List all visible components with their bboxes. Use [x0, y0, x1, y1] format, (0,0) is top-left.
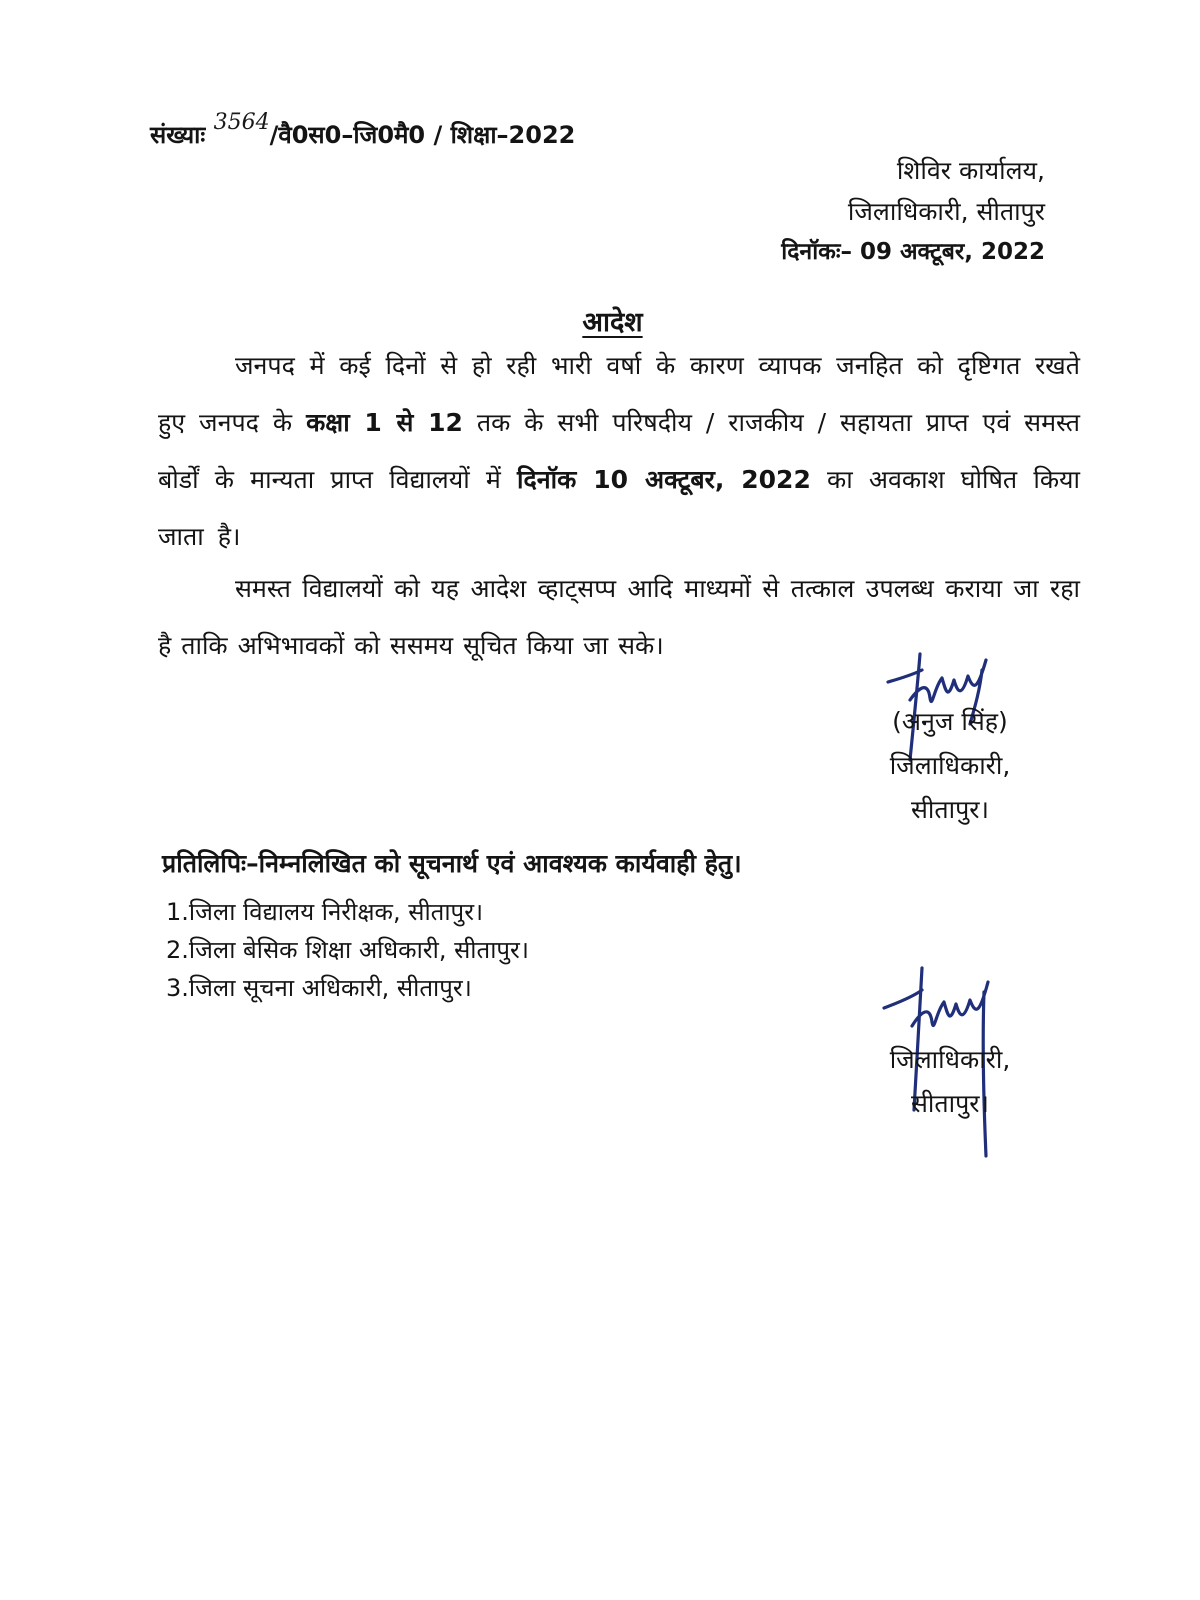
copy-to-list	[166, 893, 529, 1007]
signatory-place: सीतापुर।	[910, 795, 989, 824]
para1-text-1: जनपद में कई दिनों से हो रही भारी वर्षा के कारण व्यापक जनहित को दृष्टिगत रखते हुए जनपद के	[158, 351, 1080, 437]
office-line-2: जिलाधिकारी, सीतापुर	[847, 197, 1045, 226]
signatory-name: (अनुज सिंह)	[892, 707, 1008, 736]
signature-2-block	[840, 1038, 1060, 1126]
office-address-block	[735, 150, 1045, 273]
reference-line	[150, 110, 576, 151]
office-line-1: शिविर कार्यालय,	[896, 156, 1045, 185]
order-paragraph-1	[158, 337, 1080, 565]
order-heading: आदेश	[582, 307, 643, 338]
para1-class-range: कक्षा 1 से 12	[306, 408, 463, 437]
para1-text-2: तक के सभी परिषदीय / राजकीय / सहायता प्राप्त एवं समस्त बोर्डों के मान्यता प्राप्त विद्यालयों में	[158, 408, 1081, 494]
date-line: दिनॉकः– 09 अक्टूबर, 2022	[781, 239, 1045, 265]
para1-holiday-date: दिनॉक 10 अक्टूबर, 2022	[517, 465, 811, 494]
para1-text-3: का अवकाश घोषित किया जाता है।	[158, 465, 1081, 551]
signatory-2-place: सीतापुर।	[910, 1089, 989, 1118]
reference-number-handwritten: 3564	[213, 110, 270, 135]
signature-1-block	[840, 700, 1060, 832]
signatory-designation: जिलाधिकारी,	[889, 751, 1011, 780]
order-paragraph-2: समस्त विद्यालयों को यह आदेश व्हाट्सप्प आदि माध्यमों से तत्काल उपलब्ध कराया जा रहा है ताकि अभिभावकों को ससमय सूचित किया जा सके।	[158, 574, 1080, 660]
copy-to-item: 1.जिला विद्यालय निरीक्षक, सीतापुर।	[166, 898, 484, 926]
signatory-2-designation: जिलाधिकारी,	[889, 1045, 1011, 1074]
reference-prefix: संख्याः	[150, 121, 206, 149]
copy-to-item: 3.जिला सूचना अधिकारी, सीतापुर।	[166, 974, 472, 1002]
reference-suffix: /वै0स0–जि0मै0 / शिक्षा–2022	[269, 121, 576, 149]
copy-to-item: 2.जिला बेसिक शिक्षा अधिकारी, सीतापुर।	[166, 936, 529, 964]
copy-to-heading: प्रतिलिपिः–निम्नलिखित को सूचनार्थ एवं आवश्यक कार्यवाही हेतु।	[162, 849, 742, 878]
